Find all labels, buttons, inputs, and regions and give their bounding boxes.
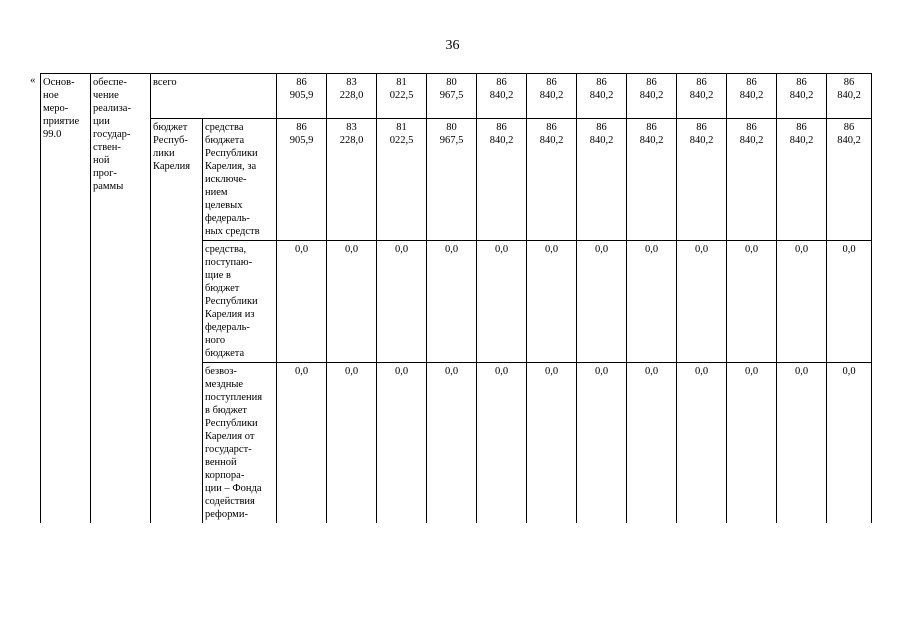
value-cell: 86 840,2: [577, 74, 627, 119]
funding-source-cell: средства, поступаю- щие в бюджет Республики Карелия из федераль- ного бюджета: [203, 241, 277, 363]
page-number: 36: [445, 38, 460, 53]
value-cell: 0,0: [727, 241, 777, 363]
value-cell: 81 022,5: [377, 74, 427, 119]
value-cell: 0,0: [627, 363, 677, 524]
value-cell: 86 840,2: [727, 74, 777, 119]
value-cell: 0,0: [827, 363, 872, 524]
funding-source-cell: средства бюджета Республики Карелия, за исключе- нием целевых федераль- ных средств: [203, 119, 277, 241]
value-cell: 0,0: [777, 363, 827, 524]
value-cell: 86 840,2: [777, 119, 827, 241]
table-row: [41, 119, 872, 241]
value-cell: 0,0: [427, 241, 477, 363]
value-cell: 86 905,9: [277, 119, 327, 241]
budget-label-cell: бюджет Респуб- лики Карелия: [151, 119, 203, 524]
value-cell: 0,0: [577, 363, 627, 524]
value-cell: 86 840,2: [527, 74, 577, 119]
value-cell: 0,0: [377, 241, 427, 363]
value-cell: 86 840,2: [677, 74, 727, 119]
value-cell: 0,0: [427, 363, 477, 524]
value-cell: 0,0: [677, 363, 727, 524]
value-cell: 0,0: [827, 241, 872, 363]
value-cell: 80 967,5: [427, 74, 477, 119]
value-cell: 0,0: [527, 363, 577, 524]
value-cell: 86 840,2: [827, 74, 872, 119]
value-cell: 83 228,0: [327, 119, 377, 241]
value-cell: 0,0: [327, 241, 377, 363]
value-cell: 86 840,2: [827, 119, 872, 241]
value-cell: 0,0: [527, 241, 577, 363]
measure-cell: Основ- ное меро- приятие 99.0: [41, 74, 91, 524]
budget-table: [40, 73, 872, 523]
value-cell: 81 022,5: [377, 119, 427, 241]
value-cell: 86 840,2: [527, 119, 577, 241]
description-cell: обеспе- чение реализа- ции государ- ствен- ной прог- раммы: [91, 74, 151, 524]
value-cell: 83 228,0: [327, 74, 377, 119]
value-cell: 86 840,2: [627, 74, 677, 119]
value-cell: 86 840,2: [577, 119, 627, 241]
funding-source-cell: безвоз- мездные поступления в бюджет Республики Карелия от государст- венной корпора- ции – Фонда содействия реформи-: [203, 363, 277, 524]
value-cell: 86 840,2: [777, 74, 827, 119]
value-cell: 0,0: [477, 241, 527, 363]
value-cell: 0,0: [677, 241, 727, 363]
value-cell: 86 840,2: [627, 119, 677, 241]
value-cell: 0,0: [577, 241, 627, 363]
value-cell: 86 840,2: [677, 119, 727, 241]
value-cell: 0,0: [627, 241, 677, 363]
value-cell: 0,0: [327, 363, 377, 524]
value-cell: 86 840,2: [477, 74, 527, 119]
total-label-cell: всего: [151, 74, 277, 119]
value-cell: 0,0: [277, 241, 327, 363]
table-row: [41, 74, 872, 119]
value-cell: 86 840,2: [727, 119, 777, 241]
value-cell: 80 967,5: [427, 119, 477, 241]
opening-quote-mark: «: [30, 74, 36, 86]
value-cell: 86 905,9: [277, 74, 327, 119]
value-cell: 0,0: [777, 241, 827, 363]
value-cell: 86 840,2: [477, 119, 527, 241]
value-cell: 0,0: [377, 363, 427, 524]
value-cell: 0,0: [277, 363, 327, 524]
value-cell: 0,0: [727, 363, 777, 524]
value-cell: 0,0: [477, 363, 527, 524]
